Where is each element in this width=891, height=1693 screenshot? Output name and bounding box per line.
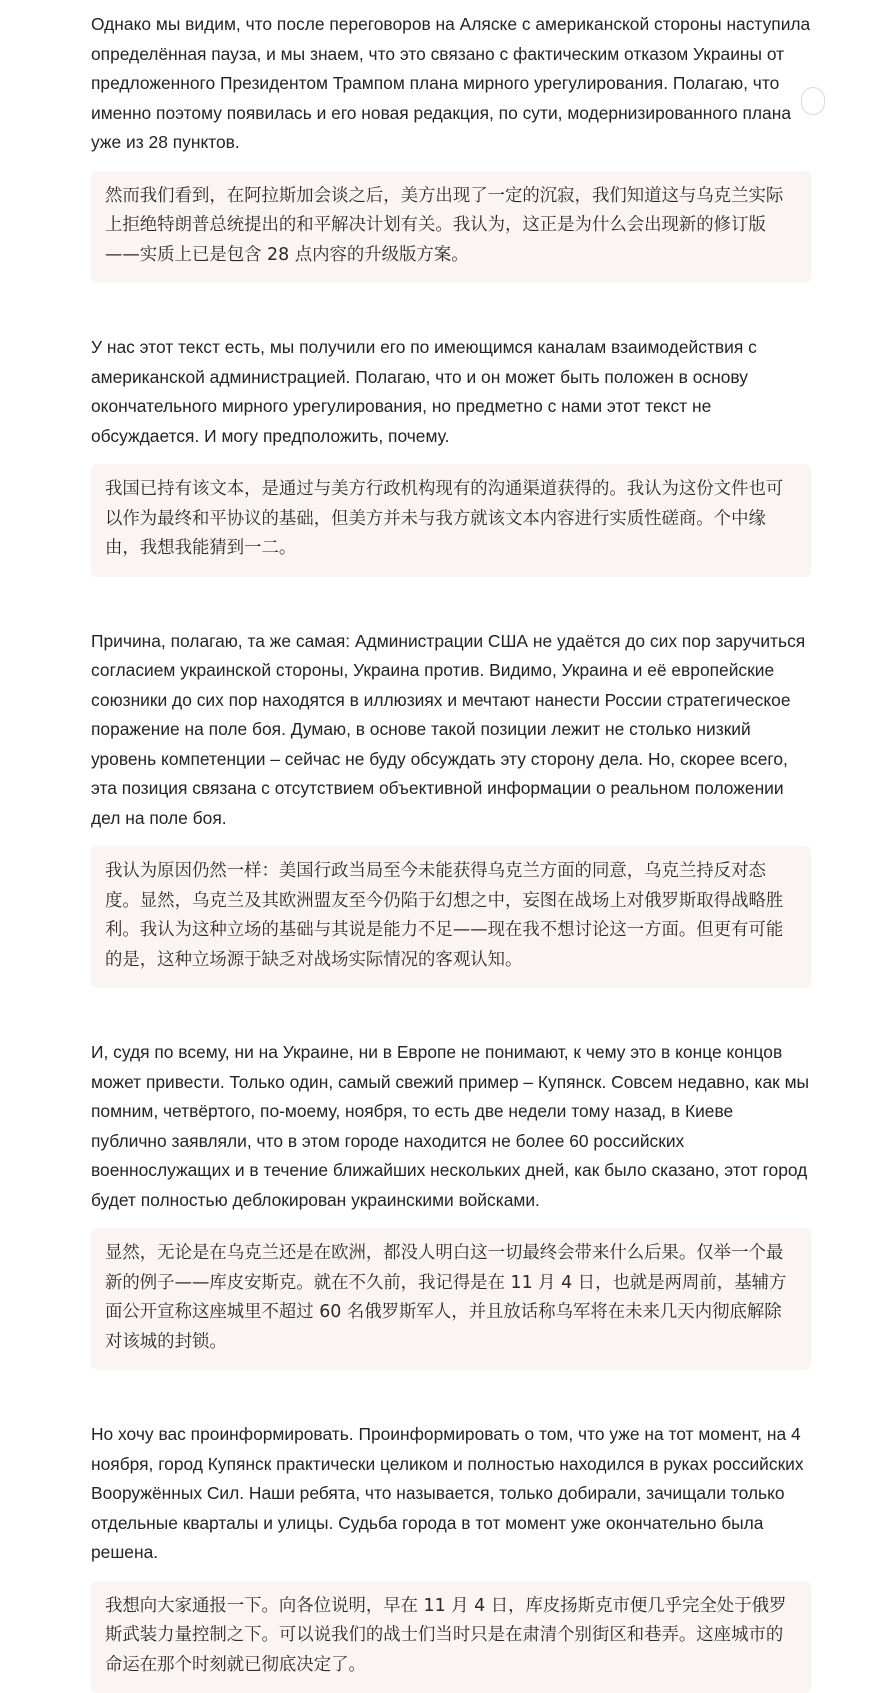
paragraph-pair-2 — [91, 333, 811, 577]
chinese-paragraph: 然而我们看到，在阿拉斯加会谈之后，美方出现了一定的沉寂，我们知道这与乌克兰实际上拒绝特朗普总统提出的和平解决计划有关。我认为，这正是为什么会出现新的修订版——实质上已是包含 28 点内容的升级版方案。 — [105, 182, 797, 271]
russian-paragraph: Однако мы видим, что после переговоров на Аляске с американской стороны наступила определённая пауза, и мы знаем, что это связано с фактическим отказом Украины от предложенного Президентом Трампом плана мирного урегулирования. Полагаю, что именно поэтому появилась и его новая редакция, по сути, модернизированного плана уже из 28 пунктов. — [91, 10, 811, 158]
paragraph-pair-1 — [91, 10, 811, 283]
chinese-translation-box — [91, 1581, 811, 1693]
chinese-paragraph: 我想向大家通报一下。向各位说明，早在 11 月 4 日，库皮扬斯克市便几乎完全处于俄罗斯武装力量控制之下。可以说我们的战士们当时只是在肃清个别街区和巷弄。这座城市的命运在那个时刻就已彻底决定了。 — [105, 1592, 797, 1681]
russian-paragraph: У нас этот текст есть, мы получили его по имеющимся каналам взаимодействия с американской администрацией. Полагаю, что и он может быть положен в основу окончательного мирного урегулирования, но предметно с нами этот текст не обсуждается. И могу предположить, почему. — [91, 333, 811, 451]
chinese-paragraph: 我认为原因仍然一样：美国行政当局至今未能获得乌克兰方面的同意，乌克兰持反对态度。显然，乌克兰及其欧洲盟友至今仍陷于幻想之中，妄图在战场上对俄罗斯取得战略胜利。我认为这种立场的基础与其说是能力不足——现在我不想讨论这一方面。但更有可能的是，这种立场源于缺乏对战场实际情况的客观认知。 — [105, 857, 797, 975]
chinese-translation-box — [91, 464, 811, 577]
russian-paragraph: Причина, полагаю, та же самая: Администрации США не удаётся до сих пор заручиться согласием украинской стороны, Украина против. Видимо, Украина и её европейские союзники до сих пор находятся в иллюзиях и мечтают нанести России стратегическое поражение на поле боя. Думаю, в основе такой позиции лежит не столько низкий уровень компетенции – сейчас не буду обсуждать эту сторону дела. Но, скорее всего, эта позиция связана с отсутствием объективной информации о реальном положении дел на поле боя. — [91, 627, 811, 834]
chinese-translation-box — [91, 1228, 811, 1370]
chinese-translation-box — [91, 846, 811, 988]
paragraph-pair-4 — [91, 1038, 811, 1370]
article-body — [91, 10, 811, 1693]
russian-paragraph: И, судя по всему, ни на Украине, ни в Европе не понимают, к чему это в конце концов может привести. Только один, самый свежий пример – Купянск. Совсем недавно, как мы помним, четвёртого, по-моему, ноября, то есть две недели тому назад, в Киеве публично заявляли, что в этом городе находится не более 60 российских военнослужащих и в течение ближайших нескольких дней, как было сказано, этот город будет полностью деблокирован украинскими войсками. — [91, 1038, 811, 1215]
chinese-paragraph: 我国已持有该文本，是通过与美方行政机构现有的沟通渠道获得的。我认为这份文件也可以作为最终和平协议的基础，但美方并未与我方就该文本内容进行实质性磋商。个中缘由，我想我能猜到一二。 — [105, 475, 797, 564]
paragraph-pair-5 — [91, 1420, 811, 1693]
russian-paragraph: Но хочу вас проинформировать. Проинформировать о том, что уже на тот момент, на 4 ноября, город Купянск практически целиком и полностью находился в руках российских Вооружённых Сил. Наши ребята, что называется, только добирали, зачищали только отдельные кварталы и улицы. Судьба города в тот момент уже окончательно была решена. — [91, 1420, 811, 1568]
paragraph-pair-3 — [91, 627, 811, 989]
chinese-paragraph: 显然，无论是在乌克兰还是在欧洲，都没人明白这一切最终会带来什么后果。仅举一个最新的例子——库皮安斯克。就在不久前，我记得是在 11 月 4 日，也就是两周前，基辅方面公开宣称这座城里不超过 60 名俄罗斯军人，并且放话称乌军将在未来几天内彻底解除对该城的封锁。 — [105, 1239, 797, 1357]
scroll-handle[interactable] — [801, 87, 825, 115]
chinese-translation-box — [91, 171, 811, 284]
